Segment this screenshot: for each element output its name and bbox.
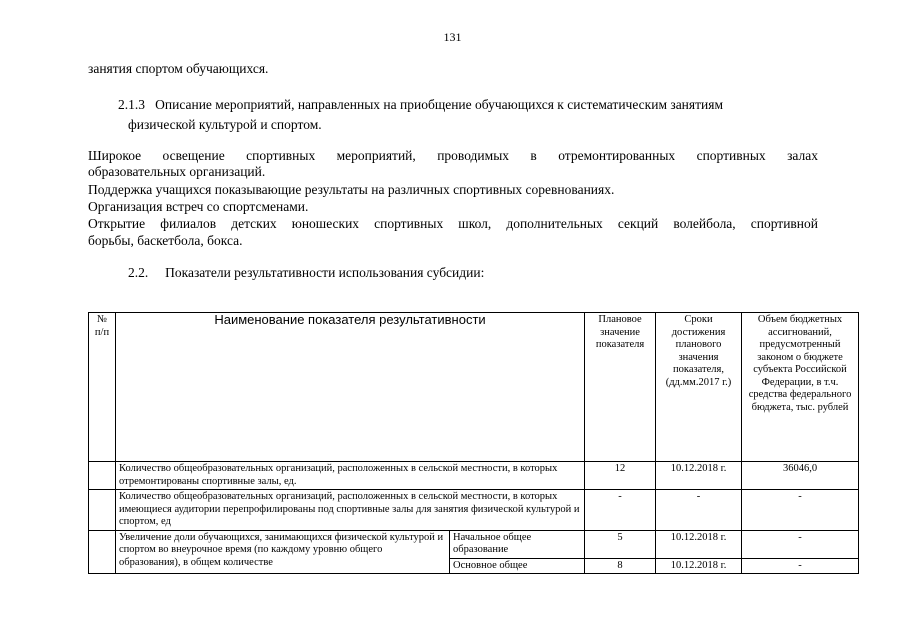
header-deadline: Сроки достижения планового значения показателя, (дд.мм.2017 г.)	[656, 313, 742, 462]
row-2-plan: -	[585, 490, 656, 531]
row-1-budget: 36046,0	[742, 462, 859, 490]
row-1-num	[89, 462, 116, 490]
row-1-deadline: 10.12.2018 г.	[656, 462, 742, 490]
header-name: Наименование показателя результативности	[116, 313, 585, 462]
header-budget: Объем бюджетных ассигнований, предусмотренный законом о бюджете субъекта Российской Федерации, в т.ч. средства федерального бюджета, тыс. рублей	[742, 313, 859, 462]
row-2-num	[89, 490, 116, 531]
row-3b-plan: 8	[585, 558, 656, 574]
row-3-num	[89, 530, 116, 574]
section-22-heading	[128, 265, 484, 281]
continuation-line: занятия спортом обучающихся.	[88, 61, 269, 76]
row-3a-budget: -	[742, 530, 859, 558]
section-22-title: Показатели результативности использования субсидии:	[165, 265, 485, 280]
row-3b-deadline: 10.12.2018 г.	[656, 558, 742, 574]
section-213-title-line2: физической культурой и спортом.	[128, 117, 322, 132]
row-3a-level: Начальное общее образование	[450, 530, 585, 558]
table-row	[89, 462, 859, 490]
row-3a-plan: 5	[585, 530, 656, 558]
header-num: № п/п	[89, 313, 116, 462]
paragraph-3: Организация встреч со спортсменами.	[88, 199, 309, 214]
paragraph-1-line1: Широкое освещение спортивных мероприятий, проводимых в отремонтированных спортивных залах	[88, 148, 818, 163]
table-row	[89, 530, 859, 558]
page-number: 131	[443, 30, 462, 44]
paragraph-1-line2: образовательных организаций.	[88, 164, 266, 179]
row-1-name: Количество общеобразовательных организаций, расположенных в сельской местности, в которых отремонтированы спортивные залы, ед.	[116, 462, 585, 490]
table-header-row	[89, 313, 859, 462]
section-213-title-line1: Описание мероприятий, направленных на приобщение обучающихся к систематическим занятиям	[155, 97, 723, 112]
row-3b-level: Основное общее	[450, 558, 585, 574]
indicators-table	[88, 312, 859, 574]
section-22-number: 2.2.	[128, 265, 149, 280]
paragraph-2: Поддержка учащихся показывающие результаты на различных спортивных соревнованиях.	[88, 182, 615, 197]
row-3-name: Увеличение доли обучающихся, занимающихся физической культурой и спортом во внеурочное время (по каждому уровню общего образования), в общем количестве	[116, 530, 450, 574]
section-213-number: 2.1.3	[118, 97, 145, 112]
row-3a-deadline: 10.12.2018 г.	[656, 530, 742, 558]
row-2-name: Количество общеобразовательных организаций, расположенных в сельской местности, в которых имеющиеся аудитории перепрофилированы под спортивные залы для занятия физической культурой и спортом, ед	[116, 490, 585, 531]
row-1-plan: 12	[585, 462, 656, 490]
row-3b-budget: -	[742, 558, 859, 574]
paragraph-4-line1: Открытие филиалов детских юношеских спортивных школ, дополнительных секций волейбола, спортивной	[88, 216, 818, 231]
header-plan: Плановое значение показателя	[585, 313, 656, 462]
table-row	[89, 490, 859, 531]
paragraph-4-line2: борьбы, баскетбола, бокса.	[88, 233, 243, 248]
row-2-deadline: -	[656, 490, 742, 531]
section-213-heading-line1	[118, 97, 723, 113]
row-2-budget: -	[742, 490, 859, 531]
